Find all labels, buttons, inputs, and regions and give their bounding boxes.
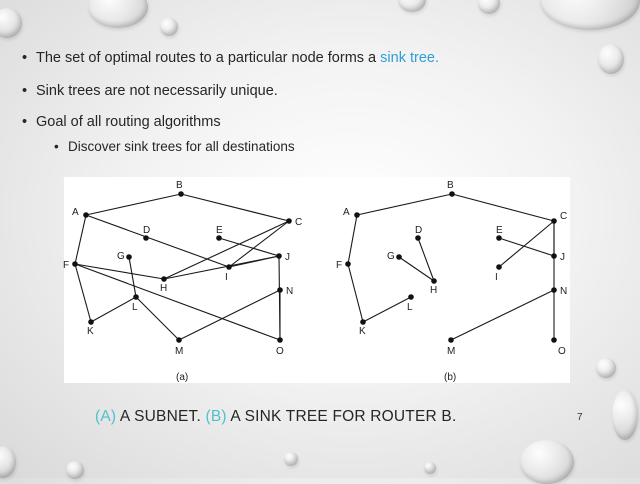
bullet-item — [22, 50, 439, 66]
node-label-B: B — [176, 180, 183, 191]
edge-B-C — [181, 194, 289, 221]
node-A — [83, 212, 89, 218]
edge-D-H — [418, 238, 434, 281]
edge-A-F — [348, 215, 357, 264]
node-E — [216, 235, 222, 241]
node-L — [133, 294, 139, 300]
node-D — [143, 235, 149, 241]
node-label-J: J — [285, 252, 290, 263]
node-label-G: G — [117, 251, 125, 262]
node-K — [360, 319, 366, 325]
node-label-M: M — [447, 346, 456, 357]
water-drop — [424, 462, 436, 474]
edge-E-J — [499, 238, 554, 256]
node-label-A: A — [72, 207, 79, 218]
graph-panel-b — [336, 180, 567, 383]
node-N — [551, 287, 557, 293]
node-label-F: F — [63, 260, 70, 271]
network-graph — [64, 177, 570, 383]
node-M — [448, 337, 454, 343]
node-label-E: E — [216, 225, 223, 236]
bullet-text: Goal of all routing algorithms — [36, 114, 221, 130]
node-label-G: G — [387, 251, 395, 262]
edge-F-K — [75, 264, 91, 322]
bullet-item — [54, 139, 295, 154]
bullet-item — [22, 83, 278, 99]
bullet-symbol: • — [54, 139, 59, 154]
water-drop — [398, 0, 426, 12]
edge-M-N — [451, 290, 554, 340]
node-I — [226, 264, 232, 270]
node-K — [88, 319, 94, 325]
edge-L-M — [136, 297, 179, 340]
node-D — [415, 235, 421, 241]
node-label-H: H — [160, 283, 168, 294]
node-label-D: D — [415, 225, 423, 236]
node-L — [408, 294, 414, 300]
edge-A-B — [86, 194, 181, 215]
edge-B-C — [452, 194, 554, 221]
edge-C-I — [499, 221, 554, 267]
node-C — [286, 218, 292, 224]
node-E — [496, 235, 502, 241]
edge-G-H — [399, 257, 434, 281]
sink-tree-figure — [64, 177, 570, 383]
edge-A-F — [75, 215, 86, 264]
node-label-M: M — [175, 346, 184, 357]
edge-K-L — [91, 297, 136, 322]
node-label-K: K — [359, 326, 366, 337]
water-drop — [596, 358, 616, 378]
bullet-symbol: • — [22, 83, 28, 99]
node-label-A: A — [343, 207, 350, 218]
edge-A-B — [357, 194, 452, 215]
node-label-B: B — [447, 180, 454, 191]
page-number: 7 — [577, 412, 583, 423]
node-label-C: C — [560, 211, 568, 222]
node-G — [396, 254, 402, 260]
node-F — [345, 261, 351, 267]
node-G — [126, 254, 132, 260]
node-O — [277, 337, 283, 343]
graph-panel-a — [63, 180, 302, 383]
node-J — [276, 253, 282, 259]
node-H — [431, 278, 437, 284]
node-label-E: E — [496, 225, 503, 236]
node-label-N: N — [560, 286, 568, 297]
node-label-D: D — [143, 225, 151, 236]
node-label-O: O — [276, 346, 284, 357]
water-drop — [598, 44, 624, 74]
node-N — [277, 287, 283, 293]
water-drop — [0, 8, 22, 38]
node-label-O: O — [558, 346, 566, 357]
node-O — [551, 337, 557, 343]
edge-E-J — [219, 238, 279, 256]
node-J — [551, 253, 557, 259]
sink-tree-highlight: sink tree. — [380, 50, 439, 66]
node-B — [178, 191, 184, 197]
node-M — [176, 337, 182, 343]
node-A — [354, 212, 360, 218]
node-label-J: J — [560, 252, 565, 263]
bullet-text: Sink trees are not necessarily unique. — [36, 83, 278, 99]
water-drop — [520, 440, 574, 484]
node-label-L: L — [407, 302, 413, 313]
node-H — [161, 276, 167, 282]
node-label-I: I — [225, 272, 228, 283]
caption-tag-a: (A) — [95, 408, 117, 425]
bullet-symbol: • — [22, 114, 28, 130]
water-drop — [284, 452, 298, 466]
edge-F-K — [348, 264, 363, 322]
caption-text-b: A SINK TREE FOR ROUTER B. — [226, 408, 457, 425]
node-label-L: L — [132, 302, 138, 313]
bullet-text: The set of optimal routes to a particular node forms a — [36, 50, 381, 66]
water-drop — [66, 461, 84, 479]
node-label-F: F — [336, 260, 343, 271]
edge-F-H — [75, 264, 164, 279]
panel-label: (b) — [444, 372, 457, 383]
node-label-N: N — [286, 286, 294, 297]
edge-F-O — [75, 264, 280, 340]
water-drop — [478, 0, 500, 14]
node-F — [72, 261, 78, 267]
water-drop — [0, 446, 16, 478]
water-drop — [88, 0, 148, 28]
node-B — [449, 191, 455, 197]
node-label-I: I — [495, 272, 498, 283]
node-I — [496, 264, 502, 270]
water-drop — [612, 390, 638, 440]
bullet-text: Discover sink trees for all destinations — [68, 139, 295, 154]
edge-K-L — [363, 297, 411, 322]
node-label-K: K — [87, 326, 94, 337]
bullet-item — [22, 114, 221, 130]
figure-caption — [95, 408, 456, 426]
caption-tag-b: (B) — [205, 408, 227, 425]
caption-text-a: A SUBNET. — [116, 408, 206, 425]
bullet-symbol: • — [22, 50, 28, 66]
node-label-C: C — [295, 217, 303, 228]
water-drop — [540, 0, 640, 30]
edge-L-G — [129, 257, 136, 297]
water-drop — [160, 18, 178, 36]
edge-M-N — [179, 290, 280, 340]
node-C — [551, 218, 557, 224]
panel-label: (a) — [176, 372, 189, 383]
node-label-H: H — [430, 285, 438, 296]
